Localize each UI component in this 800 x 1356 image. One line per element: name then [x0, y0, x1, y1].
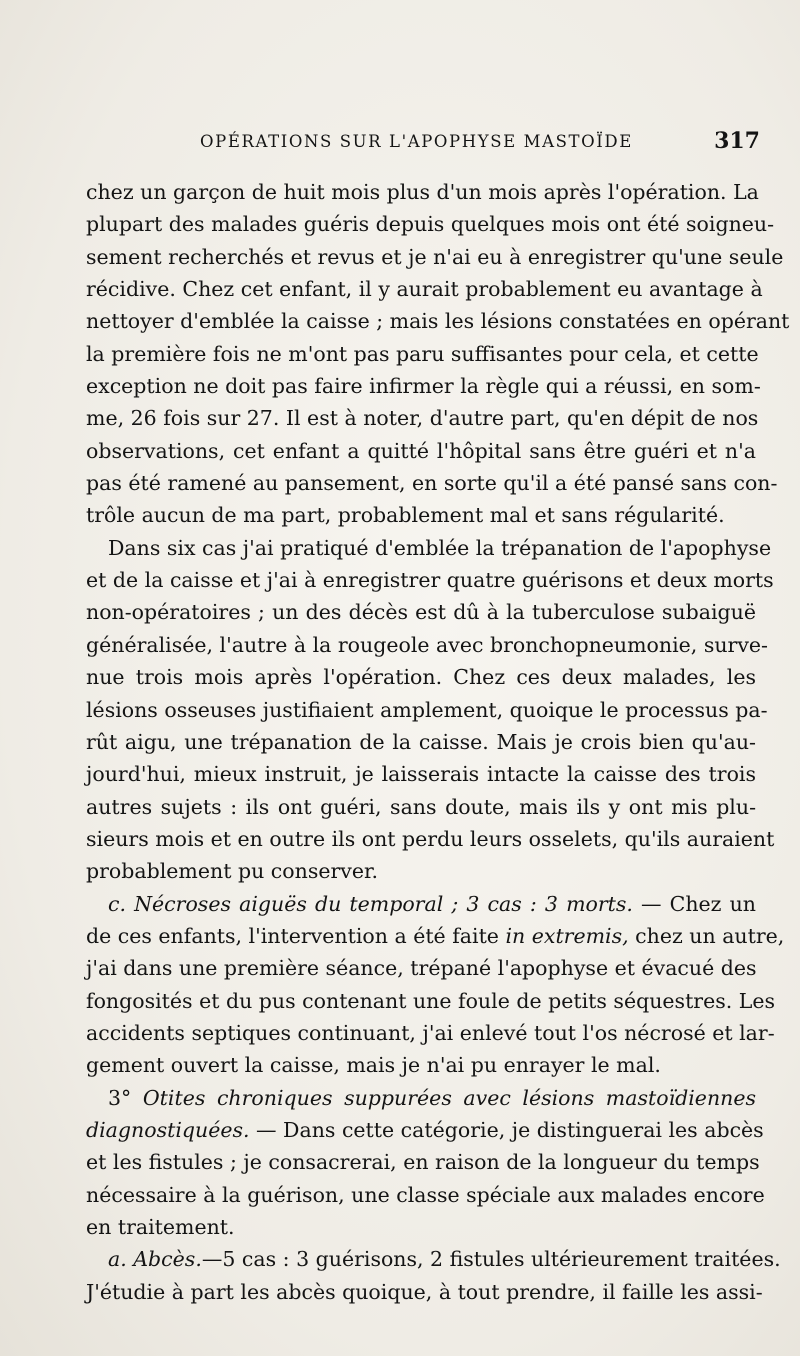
text-line: nettoyer d'emblée la caisse ; mais les lésions constatées en opérant: [86, 309, 790, 334]
text-segment: — Dans cette catégorie, je distinguerai les abcès: [249, 1117, 764, 1142]
text-line: sieurs mois et en outre ils ont perdu leurs osselets, qu'ils auraient: [86, 826, 775, 851]
text-line: Dans six cas j'ai pratiqué d'emblée la trépanation de l'apophyse: [108, 535, 772, 560]
section3-title-end: diagnostiquées.: [86, 1117, 250, 1142]
text-line: J'étudie à part les abcès quoique, à tout prendre, il faille les assi-: [86, 1279, 763, 1304]
text-line: autres sujets : ils ont guéri, sans doute, mais ils y ont mis plu-: [86, 794, 756, 819]
text-line: accidents septiques continuant, j'ai enlevé tout l'os nécrosé et lar-: [86, 1020, 775, 1045]
text-line: plupart des malades guéris depuis quelques mois ont été soigneu-: [86, 212, 775, 237]
text-line: en traitement.: [86, 1215, 235, 1239]
text-line: me, 26 fois sur 27. Il est à noter, d'autre part, qu'en dépit de nos: [86, 406, 759, 431]
section-number: 3°: [108, 1085, 132, 1110]
latin-phrase: in extremis,: [505, 923, 629, 948]
text-line: récidive. Chez cet enfant, il y aurait probablement eu avantage à: [86, 277, 763, 302]
abces-heading-line: [86, 1243, 781, 1275]
text-line: nécessaire à la guérison, une classe spéciale aux malades encore: [86, 1182, 765, 1207]
text-line: rût aigu, une trépanation de la caisse. Mais je crois bien qu'au-: [86, 729, 756, 754]
body-text: [86, 176, 790, 1308]
text-line: observations, cet enfant a quitté l'hôpital sans être guéri et n'a: [86, 438, 756, 463]
text-line: fongosités et du pus contenant une foule de petits séquestres. Les: [86, 988, 776, 1013]
abces-heading: a. Abcès.: [108, 1247, 202, 1272]
text-line: nue trois mois après l'opération. Chez ces deux malades, les: [86, 665, 756, 690]
necroses-heading-line: [86, 888, 756, 920]
text-line: [86, 920, 785, 952]
text-line: exception ne doit pas faire infirmer la règle qui a réussi, en som-: [86, 374, 761, 399]
necroses-heading: c. Nécroses aiguës du temporal ; 3 cas : 3 morts.: [108, 891, 633, 916]
text-line: la première fois ne m'ont pas paru suffisantes pour cela, et cette: [86, 341, 759, 366]
text-segment: chez un autre,: [628, 923, 785, 948]
page-header: [200, 128, 760, 162]
text-line: lésions osseuses justifiaient amplement, quoique le processus pa-: [86, 697, 768, 722]
text-line: gement ouvert la caisse, mais je n'ai pu enrayer le mal.: [86, 1053, 661, 1078]
text-line: chez un garçon de huit mois plus d'un mois après l'opération. La: [86, 180, 759, 204]
running-head: OPÉRATIONS SUR L'APOPHYSE MASTOÏDE: [200, 132, 633, 151]
text-line: pas été ramené au pansement, en sorte qu'il a été pansé sans con-: [86, 471, 778, 496]
abces-heading-rest: —5 cas : 3 guérisons, 2 fistules ultérieurement traitées.: [201, 1247, 781, 1272]
text-line: et de la caisse et j'ai à enregistrer quatre guérisons et deux morts: [86, 568, 774, 593]
section3-title: Otites chroniques suppurées avec lésions mastoïdiennes: [131, 1085, 756, 1110]
text-line: probablement pu conserver.: [86, 859, 379, 884]
text-line: j'ai dans une première séance, trépané l'apophyse et évacué des: [86, 956, 757, 981]
text-line: non-opératoires ; un des décès est dû à la tuberculose subaiguë: [86, 600, 756, 625]
text-line: sement recherchés et revus et je n'ai eu à enregistrer qu'une seule: [86, 244, 784, 269]
text-line: jourd'hui, mieux instruit, je laisserais intacte la caisse des trois: [86, 762, 756, 787]
necroses-heading-rest: — Chez un: [632, 891, 757, 916]
text-line: [86, 1114, 764, 1146]
text-line: généralisée, l'autre à la rougeole avec bronchopneumonie, surve-: [86, 632, 768, 657]
text-line: trôle aucun de ma part, probablement mal et sans régularité.: [86, 503, 725, 528]
text-segment: de ces enfants, l'intervention a été faite: [86, 923, 506, 948]
page-number: 317: [714, 128, 760, 154]
text-line: et les fistules ; je consacrerai, en raison de la longueur du temps: [86, 1150, 760, 1175]
section3-heading-line: [86, 1082, 756, 1114]
